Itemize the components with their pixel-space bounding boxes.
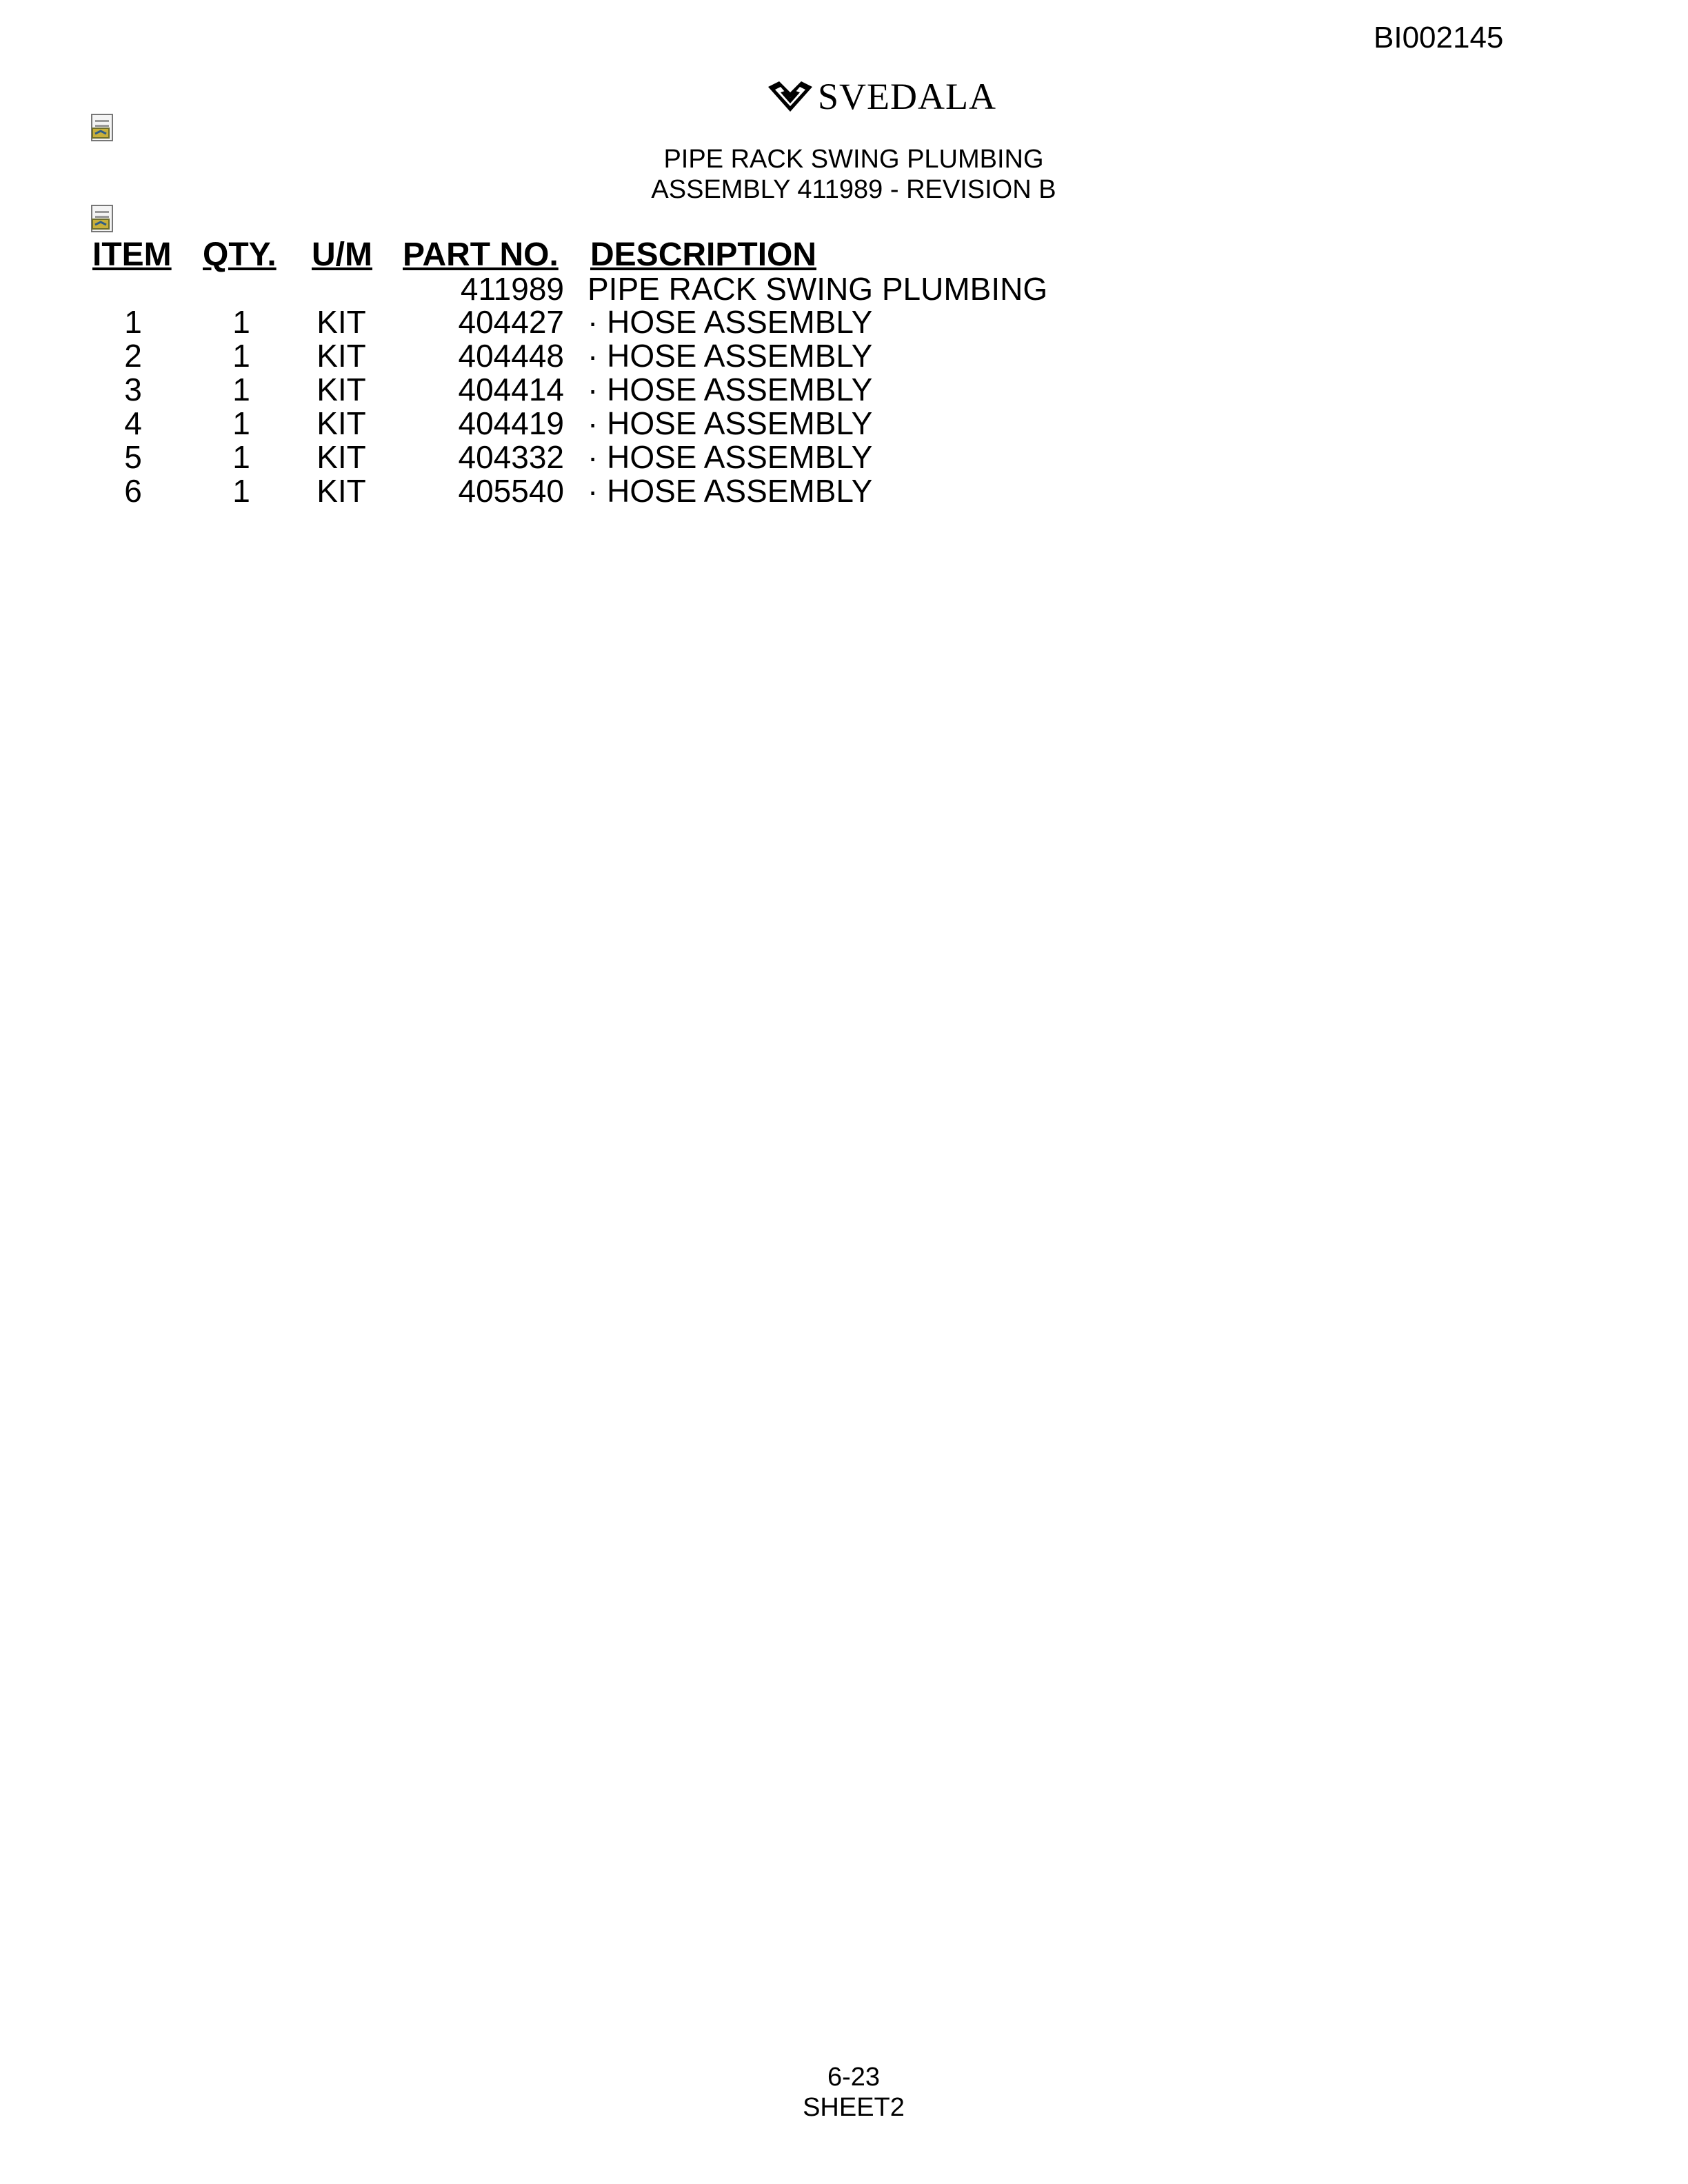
um-cell: KIT (316, 304, 366, 340)
qty-cell: 1 (232, 304, 250, 340)
column-header-part-no: PART NO. (403, 236, 559, 273)
qty-cell: 1 (232, 439, 250, 475)
description-cell: PIPE RACK SWING PLUMBING (587, 271, 1048, 307)
um-cell: KIT (316, 439, 366, 475)
part-no-cell: 404332 (458, 439, 564, 475)
qty-cell: 1 (232, 372, 250, 407)
description-cell: · HOSE ASSEMBLY (587, 405, 873, 441)
description-cell: · HOSE ASSEMBLY (587, 372, 873, 407)
part-no-cell: 404448 (458, 338, 564, 374)
item-cell: 2 (124, 338, 142, 374)
brand-logo (765, 76, 996, 117)
item-cell: 5 (124, 439, 142, 475)
um-cell: KIT (316, 473, 366, 509)
document-title: PIPE RACK SWING PLUMBING (663, 145, 1044, 174)
um-cell: KIT (316, 405, 366, 441)
part-no-cell: 404419 (458, 405, 564, 441)
um-cell: KIT (316, 372, 366, 407)
qty-cell: 1 (232, 473, 250, 509)
brand-name: SVEDALA (818, 76, 996, 117)
item-cell: 4 (124, 405, 142, 441)
description-cell: · HOSE ASSEMBLY (587, 338, 873, 374)
document-id: BI002145 (1374, 21, 1504, 54)
part-no-cell: 411989 (460, 271, 564, 307)
qty-cell: 1 (232, 405, 250, 441)
qty-cell: 1 (232, 338, 250, 374)
part-no-cell: 404414 (458, 372, 564, 407)
column-header-item: ITEM (92, 236, 172, 273)
sheet-label: SHEET2 (803, 2093, 905, 2122)
description-cell: · HOSE ASSEMBLY (587, 304, 873, 340)
item-cell: 6 (124, 473, 142, 509)
description-cell: · HOSE ASSEMBLY (587, 473, 873, 509)
item-cell: 3 (124, 372, 142, 407)
um-cell: KIT (316, 338, 366, 374)
page-number: 6-23 (827, 2063, 881, 2092)
svedala-heart-icon (765, 79, 815, 114)
part-no-cell: 404427 (458, 304, 564, 340)
item-cell: 1 (124, 304, 142, 340)
embedded-document-icon[interactable] (90, 113, 117, 143)
description-cell: · HOSE ASSEMBLY (587, 439, 873, 475)
column-header-um: U/M (312, 236, 372, 273)
column-header-description: DESCRIPTION (590, 236, 817, 273)
column-header-qty: QTY. (203, 236, 277, 273)
document-subtitle: ASSEMBLY 411989 - REVISION B (651, 175, 1056, 204)
part-no-cell: 405540 (458, 473, 564, 509)
embedded-document-icon[interactable] (90, 204, 117, 234)
